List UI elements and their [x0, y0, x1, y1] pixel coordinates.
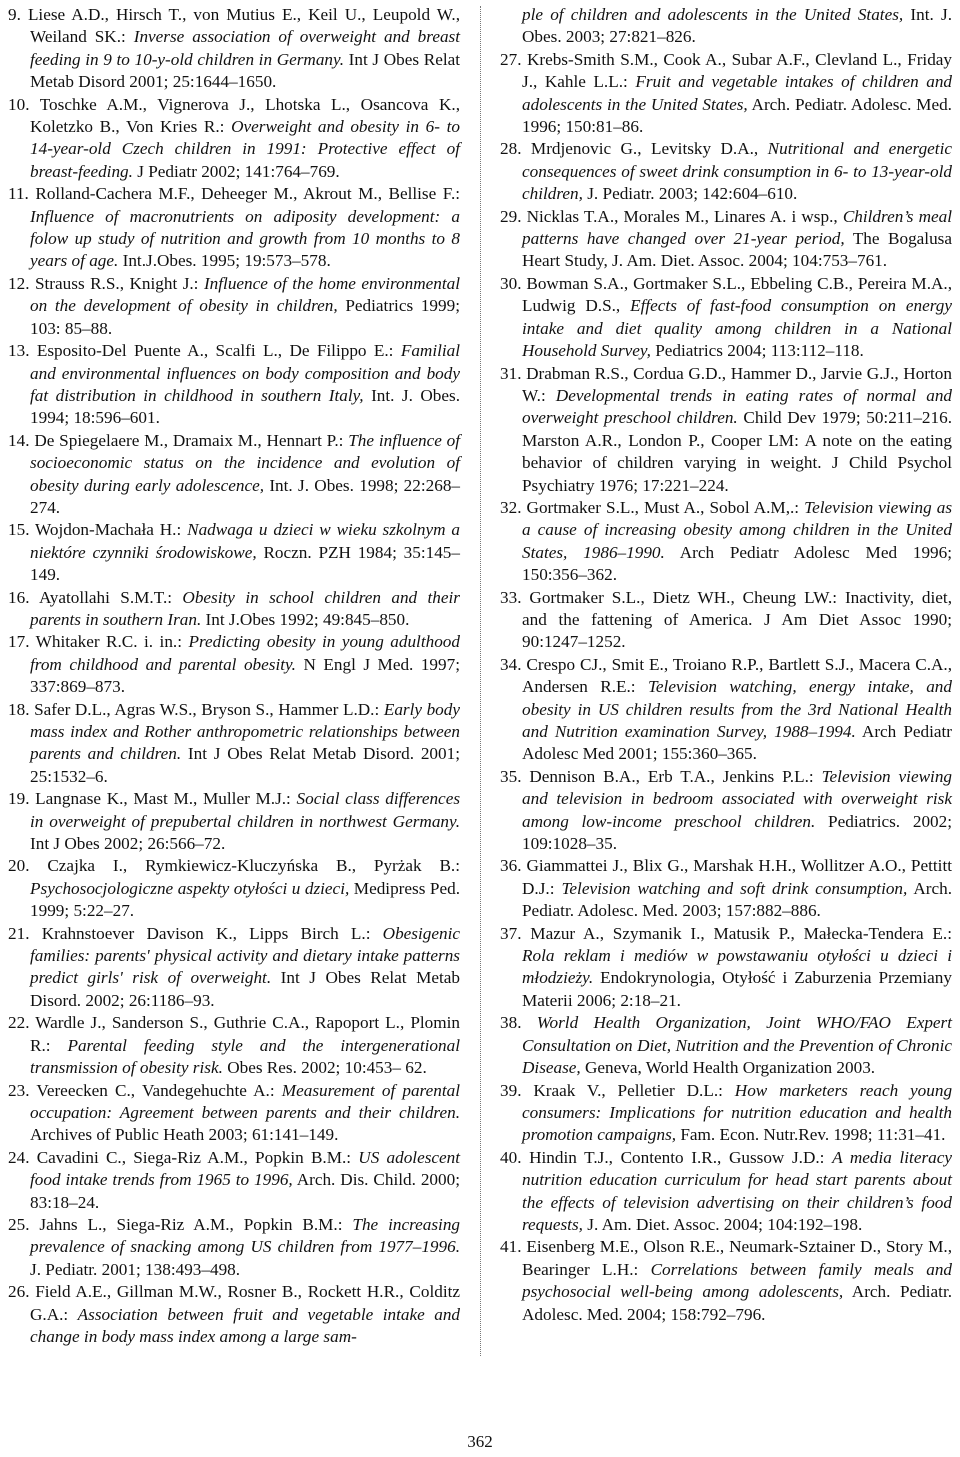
reference-authors: Ayatollahi S.M.T.: — [38, 587, 173, 607]
reference-title: The increasing prevalence of snacking among US children from 1977–1996. — [30, 1214, 461, 1257]
reference-item — [8, 587, 460, 632]
reference-number: 29. — [500, 206, 522, 226]
reference-title: Television watching, energy intake, and obesity in US children results from the 3rd National Health and Nutrition examination Survey, 1988–1994. — [522, 677, 952, 741]
reference-source: The Bogalusa Heart Study, J. Am. Diet. Assoc. 2004; 104:753–761. — [522, 229, 952, 271]
reference-number: 17. — [8, 632, 30, 652]
reference-title: Television watching and soft drink consumption, — [561, 878, 908, 898]
reference-item — [8, 1147, 460, 1214]
reference-item — [8, 430, 460, 520]
reference-title: ple of children and adolescents in the United States, — [522, 5, 904, 24]
reference-title: Correlations between family meals and psychosocial well-being among adolescents, — [522, 1259, 953, 1302]
reference-authors: Strauss R.S., Knight J.: — [34, 273, 199, 293]
reference-source: Child Dev 1979; 50:211–216. Marston A.R., London P., Cooper LM: A note on the eating behavior of children varying in weight. J Child Psychol Psychiatry 1976; 17:221–224. — [522, 408, 953, 495]
reference-number: 26. — [8, 1282, 30, 1302]
column-divider — [480, 6, 481, 1356]
reference-number: 18. — [8, 699, 30, 719]
reference-number: 22. — [8, 1013, 30, 1033]
reference-item — [500, 855, 952, 922]
reference-item — [500, 923, 952, 1013]
reference-title: Predicting obesity in young adulthood from childhood and parental obesity. — [30, 632, 460, 674]
reference-item — [8, 788, 460, 855]
reference-source: Arch. Pediatr. Adolesc. Med. 2004; 158:792–796. — [522, 1282, 953, 1324]
reference-title: Association between fruit and vegetable intake and change in body mass index among a large sam- — [30, 1304, 461, 1346]
reference-source: Int J Obes 2002; 26:566–72. — [30, 834, 226, 854]
reference-authors: Gortmaker S.L., Dietz WH., Cheung LW.: Inactivity, diet, and the fattening of America. J Am Diet Assoc 1990; 90:1247–1252. — [522, 587, 952, 652]
reference-source: Int. J. Obes. 1994; 18:596–601. — [30, 385, 460, 428]
reference-number: 31. — [500, 363, 522, 383]
reference-authors: De Spiegelaere M., Dramaix M., Hennart P.: — [34, 430, 344, 450]
reference-authors: Liese A.D., Hirsch T., von Mutius E., Keil U., Leupold W., Weiland SK.: — [27, 5, 461, 47]
reference-item — [500, 49, 952, 139]
reference-source: Int.J.Obes. 1995; 19:573–578. — [122, 251, 331, 271]
reference-source: Obes Res. 2002; 10:453– 62. — [227, 1058, 427, 1078]
reference-authors: Krebs-Smith S.M., Cook A., Subar A.F., Clevland L., Friday J., Kahle L.L.: — [522, 49, 953, 92]
reference-number: 28. — [500, 139, 522, 159]
reference-source: Int J Obes Relat Metab Disord 2001; 25:1644–1650. — [30, 49, 460, 92]
reference-item — [500, 497, 952, 587]
reference-authors: Toschke A.M., Vignerova J., Lhotska L., Osancova K., Koletzko B., Von Kries R.: — [30, 94, 460, 137]
reference-authors: Whitaker R.C. i. in.: — [35, 632, 182, 652]
reference-source: Fam. Econ. Nutr.Rev. 1998; 11:31–41. — [680, 1125, 946, 1145]
reference-number: 38. — [500, 1013, 522, 1033]
reference-authors: Gortmaker S.L., Must A., Sobol A.M,.: — [526, 497, 800, 517]
reference-title: Psychosocjologiczne aspekty otyłości u dzieci, — [30, 878, 350, 898]
reference-authors: Bowman S.A., Gortmaker S.L., Ebbeling C.B., Pereira M.A., Ludwig D.S., — [522, 273, 952, 316]
reference-authors: Mazur A., Szymanik I., Matusik P., Małecka-Tendera E.: — [530, 923, 953, 943]
reference-source: J Pediatr 2002; 141:764–769. — [137, 161, 340, 181]
reference-item — [8, 340, 460, 430]
reference-authors: Dennison B.A., Erb T.A., Jenkins P.L.: — [529, 766, 814, 786]
reference-number: 15. — [8, 520, 30, 540]
reference-item — [8, 923, 460, 1013]
reference-number: 24. — [8, 1147, 30, 1167]
reference-authors: Field A.E., Gillman M.W., Rosner B., Rockett H.R., Colditz G.A.: — [30, 1282, 460, 1324]
reference-source: Arch Pediatr Adolesc Med 1996; 150:356–362. — [522, 542, 952, 585]
reference-title: Overweight and obesity in 6- to 14-year-old Czech children in 1991: Protective effect of breast-feeding. — [30, 117, 460, 181]
reference-authors: Krahnstoever Davison K., Lipps Birch L.: — [41, 923, 371, 943]
reference-source: J. Pediatr. 2003; 142:604–610. — [587, 184, 798, 204]
reference-number: 32. — [500, 497, 522, 517]
reference-item — [500, 1080, 952, 1147]
reference-item — [500, 654, 952, 766]
reference-authors: Safer D.L., Agras W.S., Bryson S., Hammer L.D.: — [34, 699, 380, 719]
reference-authors: Langnase K., Mast M., Muller M.J.: — [35, 789, 291, 809]
reference-title: Influence of the home environmental on the development of obesity in children, — [30, 273, 461, 316]
reference-authors: Mrdjenovic G., Levitsky D.A., — [530, 139, 759, 159]
reference-item — [8, 4, 460, 94]
reference-title: Influence of macronutrients on adiposity development: a folow up study of nutrition and growth from 10 months to 8 years of age. — [30, 206, 460, 271]
reference-item — [500, 363, 952, 497]
reference-authors: Wardle J., Sanderson S., Guthrie C.A., Rapoport L., Plomin R.: — [30, 1013, 460, 1055]
reference-authors: Esposito-Del Puente A., Scalfi L., De Filippo E.: — [36, 341, 394, 361]
reference-title: Children’s meal patterns have changed over 21-year period, — [522, 206, 953, 249]
reference-title: The influence of socioeconomic status on the incidence and evolution of obesity during early adolescence, — [30, 430, 461, 495]
reference-item — [8, 1281, 460, 1348]
reference-title: Nutritional and energetic consequences of sweet drink consumption in 6- to 13-year-old children, — [522, 139, 952, 204]
reference-item — [500, 206, 952, 273]
reference-title: US adolescent food intake trends from 1965 to 1996, — [30, 1147, 461, 1190]
reference-item — [8, 631, 460, 698]
reference-authors: Vereecken C., Vandegehuchte A.: — [36, 1080, 275, 1100]
reference-number: 37. — [500, 923, 522, 943]
reference-item — [8, 855, 460, 922]
reference-authors: Hindin T.J., Contento I.R., Gussow J.D.: — [529, 1147, 825, 1167]
reference-title: Effects of fast-food consumption on energy intake and diet quality among children in a National Household Survey, — [522, 296, 952, 361]
reference-number: 20. — [8, 856, 30, 876]
reference-column-left — [8, 4, 460, 1348]
reference-source: Geneva, World Health Organization 2003. — [585, 1058, 876, 1078]
reference-title: A media literacy nutrition education curriculum for head start parents about the effects of television advertising on their children’s food requests, — [522, 1147, 952, 1234]
reference-title: Parental feeding style and the intergenerational transmission of obesity risk. — [30, 1035, 460, 1078]
reference-number: 39. — [500, 1080, 522, 1100]
reference-item — [500, 587, 952, 654]
reference-authors: Kraak V., Pelletier D.L.: — [533, 1080, 723, 1100]
reference-source: J. Pediatr. 2001; 138:493–498. — [30, 1259, 241, 1279]
reference-source: Arch. Pediatr. Adolesc. Med. 2003; 157:882–886. — [522, 878, 952, 921]
reference-number: 19. — [8, 789, 30, 809]
reference-number: 30. — [500, 273, 522, 293]
page-number: 362 — [467, 1432, 493, 1451]
reference-source: Roczn. PZH 1984; 35:145–149. — [30, 542, 460, 585]
reference-item — [8, 1012, 460, 1079]
reference-number: 11. — [8, 184, 29, 204]
reference-authors: Cavadini C., Siega-Riz A.M., Popkin B.M.: — [36, 1147, 352, 1167]
reference-source: Arch. Dis. Child. 2000; 83:18–24. — [30, 1170, 460, 1212]
reference-title: Early body mass index and Rother anthropometric relationships between parents and children. — [30, 699, 460, 764]
reference-number: 27. — [500, 49, 522, 69]
reference-authors: Jahns L., Siega-Riz A.M., Popkin B.M.: — [39, 1214, 343, 1234]
reference-authors: Czajka I., Rymkiewicz-Kluczyńska B., Pyrżak B.: — [47, 856, 460, 876]
reference-column-right — [500, 4, 952, 1326]
reference-title: Obesity in school children and their parents in southern Iran. — [30, 587, 460, 629]
reference-title: Fruit and vegetable intakes of children and adolescents in the United States, — [522, 72, 953, 114]
reference-continuation — [500, 4, 952, 49]
reference-authors: Eisenberg M.E., Olson R.E., Neumark-Sztainer D., Story M., Bearinger L.H.: — [522, 1237, 953, 1279]
reference-item — [8, 94, 460, 184]
reference-item — [500, 1236, 952, 1326]
reference-title: Television viewing as a cause of increasing obesity among children in the United States, 1986–1990. — [522, 497, 953, 562]
reference-number: 34. — [500, 654, 522, 674]
reference-authors: Nicklas T.A., Morales M., Linares A. i wsp., — [526, 206, 838, 226]
reference-number: 9. — [8, 5, 21, 24]
reference-title: Social class differences in overweight of prepubertal children in northwest Germany. — [30, 789, 461, 831]
reference-number: 16. — [8, 587, 30, 607]
reference-source: Int. J. Obes. 1998; 22:268–274. — [30, 475, 461, 517]
reference-source: Pediatrics 2004; 113:112–118. — [655, 341, 864, 361]
reference-item — [500, 1147, 952, 1237]
reference-authors: Giammattei J., Blix G., Marshak H.H., Wollitzer A.O., Pettitt D.J.: — [522, 856, 952, 898]
reference-item — [8, 1080, 460, 1147]
reference-source: Int J.Obes 1992; 49:845–850. — [205, 609, 410, 629]
reference-title: Developmental trends in eating rates of normal and overweight preschool children. — [522, 385, 953, 428]
reference-item — [8, 273, 460, 340]
reference-title: How marketers reach young consumers: Implications for nutrition education and health promotion campaigns, — [522, 1080, 953, 1145]
reference-source: Int J Obes Relat Metab Disord. 2001; 25:1532–6. — [30, 744, 460, 786]
reference-source: J. Am. Diet. Assoc. 2004; 104:192–198. — [587, 1214, 863, 1234]
reference-number: 21. — [8, 923, 30, 943]
reference-source: Pediatrics 1999; 103: 85–88. — [30, 296, 460, 338]
reference-source: Int J Obes Relat Metab Disord. 2002; 26:1186–93. — [30, 968, 460, 1010]
reference-number: 10. — [8, 94, 30, 114]
reference-number: 25. — [8, 1214, 30, 1234]
reference-item — [8, 183, 460, 273]
reference-item — [8, 1214, 460, 1281]
reference-number: 41. — [500, 1237, 522, 1257]
reference-item — [500, 766, 952, 856]
reference-title: Inverse association of overweight and breast feeding in 9 to 10-y-old children in Germany. — [30, 27, 461, 69]
reference-title: Obesigenic families: parents' physical activity and dietary intake patterns predict girls' risk of overweight. — [30, 923, 460, 988]
reference-item — [500, 273, 952, 363]
reference-item — [8, 519, 460, 586]
reference-title: Measurement of parental occupation: Agreement between parents and their children. — [30, 1080, 460, 1122]
reference-number: 40. — [500, 1147, 522, 1167]
reference-source: Pediatrics. 2002; 109:1028–35. — [522, 811, 952, 854]
reference-source: Medipress Ped. 1999; 5:22–27. — [30, 878, 461, 921]
reference-title: Television viewing and television in bedroom associated with overweight risk among low-income preschool children. — [522, 766, 953, 831]
reference-source: N Engl J Med. 1997; 337:869–873. — [30, 654, 460, 697]
reference-number: 14. — [8, 430, 30, 450]
reference-number: 23. — [8, 1080, 30, 1100]
reference-source: Arch. Pediatr. Adolesc. Med. 1996; 150:81–86. — [522, 94, 952, 137]
reference-item — [8, 699, 460, 789]
reference-source: Arch Pediatr Adolesc Med 2001; 155:360–365. — [522, 722, 953, 764]
reference-title: World Health Organization, Joint WHO/FAO Expert Consultation on Diet, Nutrition and the Prevention of Chronic Disease, — [522, 1013, 953, 1078]
reference-authors: Drabman R.S., Cordua G.D., Hammer D., Jarvie G.J., Horton W.: — [522, 363, 952, 405]
reference-source: Int. J. Obes. 2003; 27:821–826. — [522, 5, 952, 47]
reference-authors: Crespo CJ., Smit E., Troiano R.P., Bartlett S.J., Macera C.A., Andersen R.E.: — [522, 654, 952, 697]
reference-number: 36. — [500, 856, 522, 876]
reference-number: 12. — [8, 273, 30, 293]
reference-item — [500, 138, 952, 205]
reference-title: Familial and environmental influences on body composition and body fat distribution in childhood in southern Italy, — [30, 341, 461, 405]
reference-number: 13. — [8, 341, 30, 361]
reference-item — [500, 1012, 952, 1079]
reference-authors: Rolland-Cachera M.F., Deheeger M., Akrout M., Bellise F.: — [35, 184, 461, 204]
reference-source: Archives of Public Heath 2003; 61:141–149. — [30, 1125, 339, 1145]
reference-title: Nadwaga u dzieci w wieku szkolnym a niektóre czynniki środowiskowe, — [30, 520, 460, 562]
reference-number: 33. — [500, 587, 522, 607]
reference-number: 35. — [500, 766, 522, 786]
reference-source: Endokrynologia, Otyłość i Zaburzenia Przemiany Materii 2006; 2:18–21. — [522, 968, 952, 1010]
reference-authors: Wojdon-Machała H.: — [35, 520, 182, 540]
reference-title: Rola reklam i mediów w powstawaniu otyłości u dzieci i młodzieży. — [522, 946, 952, 988]
